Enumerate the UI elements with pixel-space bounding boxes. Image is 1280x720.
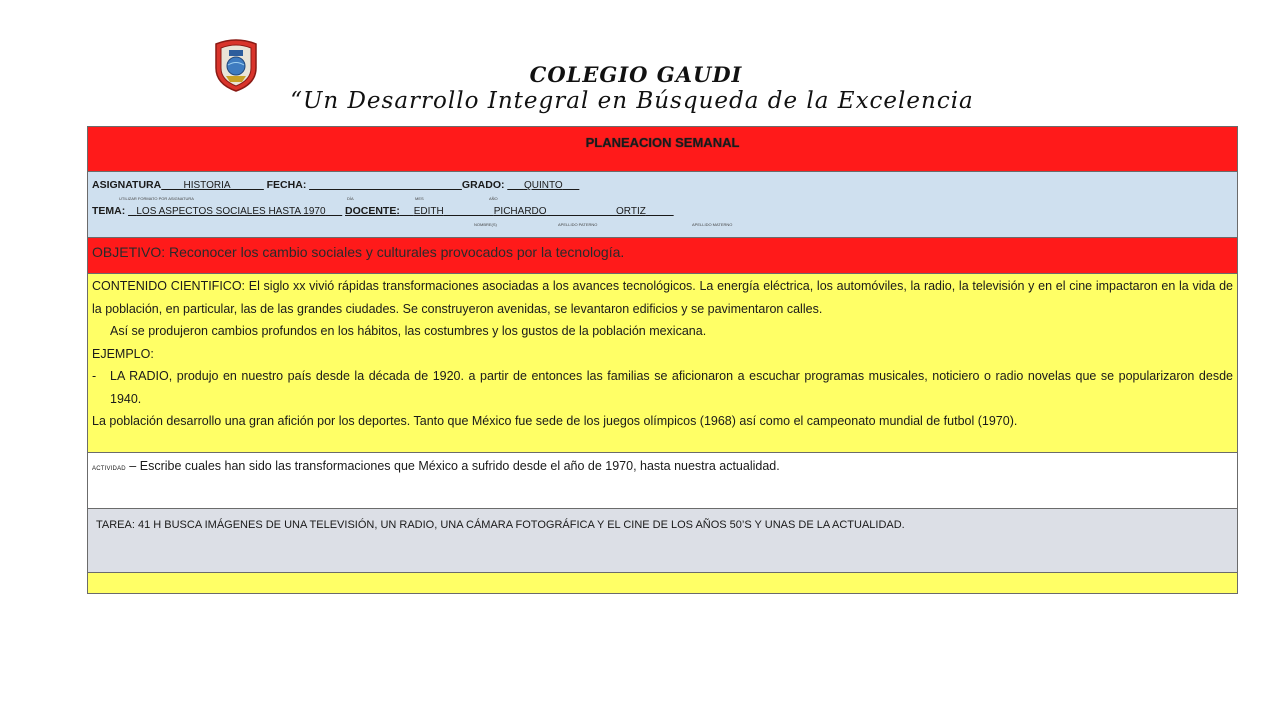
topic-line: TEMA: LOS ASPECTOS SOCIALES HASTA 1970 DOCENTE: EDITH PICHARDO ORTIZ <box>92 205 646 217</box>
last2-hint: APELLIDO MATERNO <box>692 222 733 227</box>
example-label: EJEMPLO: <box>92 346 154 361</box>
content-paragraph-3: La población desarrollo una gran afición por los deportes. Tanto que México fue sede de los juegos olímpicos (1968) así como el campeonato mundial de futbol (1970). <box>92 414 1018 428</box>
homework-task: TAREA: 41 H BUSCA IMÁGENES DE UNA TELEVISIÓN, UN RADIO, UNA CÁMARA FOTOGRÁFICA Y EL CINE DE LOS AÑOS 50’S Y UNAS DE LA ACTUALIDAD. <box>88 509 1237 573</box>
topic-label: TEMA <box>92 205 122 217</box>
activity-text: Escribe cuales han sido las transformaciones que México a sufrido desde el año de 1970, hasta nuestra actualidad. <box>139 459 780 473</box>
school-motto: “Un Desarrollo Integral en Búsqueda de la Excelencia <box>290 88 974 114</box>
topic-value: LOS ASPECTOS SOCIALES HASTA 1970 <box>136 206 326 217</box>
activity <box>88 453 1237 509</box>
grade-value: QUINTO <box>523 180 563 191</box>
teacher-hints <box>92 220 1233 229</box>
empty-row <box>88 573 1237 593</box>
school-name: COLEGIO GAUDI <box>529 62 743 87</box>
day-hint: DÍA <box>347 196 354 201</box>
weekly-plan-table <box>87 126 1238 594</box>
teacher-first-name: EDITH <box>413 206 444 217</box>
date-field <box>309 180 462 191</box>
subject-hints <box>92 194 1233 203</box>
subject-value: HISTORIA <box>183 180 231 191</box>
date-label: FECHA <box>266 179 303 191</box>
content-paragraph-1: CONTENIDO CIENTIFICO: El siglo xx vivió rápidas transformaciones asociadas a los avances tecnológicos. La energía eléctrica, los automóviles, la radio, la televisión y en el cine impactaron en la vida de la población, en particular, las de las grandes ciudades. Se construyeron avenidas, se levantaron edificios y se pavimentaron calles. <box>92 279 1233 316</box>
scientific-content <box>88 274 1237 453</box>
last1-hint: APELLIDO PATERNO <box>558 222 598 227</box>
example-item <box>92 365 1233 410</box>
name-hint: NOMBRE(S) <box>474 222 497 227</box>
plan-title: PLANEACION SEMANAL <box>88 127 1237 172</box>
activity-separator: – <box>129 459 137 473</box>
teacher-last-name-2: ORTIZ <box>616 206 646 217</box>
plan-meta <box>88 172 1237 238</box>
objective: OBJETIVO: Reconocer los cambio sociales y culturales provocados por la tecnología. <box>88 238 1237 274</box>
grade-label: GRADO <box>461 179 501 191</box>
example-item-text: LA RADIO, produjo en nuestro país desde la década de 1920. a partir de entonces las familias se aficionaron a escuchar programas musicales, noticiero o radio novelas que se popularizaron desde 1940. <box>110 369 1233 406</box>
content-paragraph-2: Así se produjeron cambios profundos en los hábitos, las costumbres y los gustos de la población mexicana. <box>110 324 707 338</box>
example-dash: - <box>92 369 97 383</box>
subject-hint: UTILIZAR FORMATO POR ASIGNATURA <box>119 196 194 201</box>
activity-label: ACTIVIDAD <box>92 466 126 472</box>
year-hint: AÑO <box>489 196 498 201</box>
teacher-last-name-1: PICHARDO <box>493 206 547 217</box>
subject-label: ASIGNATURA <box>92 179 162 191</box>
subject-line: ASIGNATURA HISTORIA FECHA: GRADO: QUINTO <box>92 179 563 191</box>
month-hint: MES <box>415 196 424 201</box>
teacher-label: DOCENTE <box>345 205 397 217</box>
